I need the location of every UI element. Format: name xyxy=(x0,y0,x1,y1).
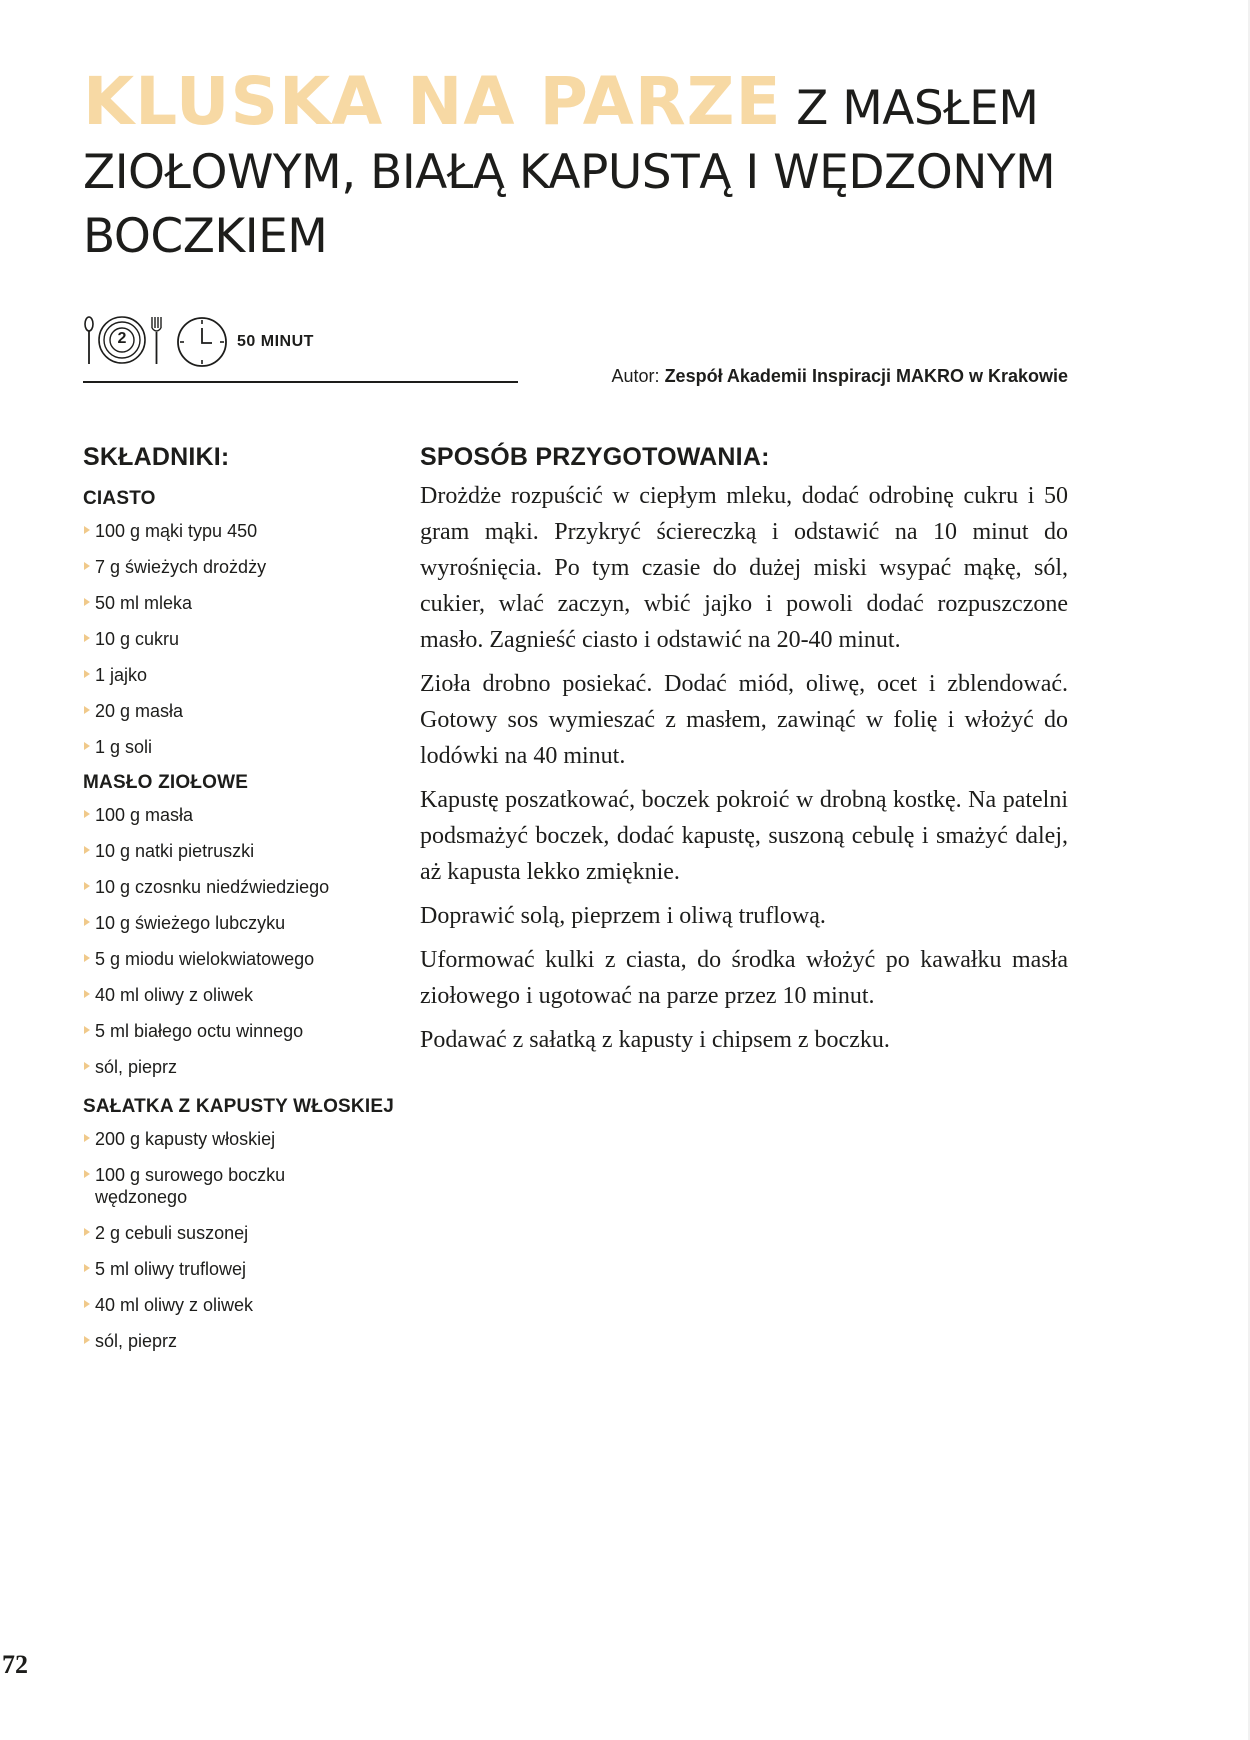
ingredient-item: 100 g mąki typu 450 xyxy=(83,520,413,542)
ingredient-item: 5 g miodu wielokwiatowego xyxy=(83,948,413,970)
method-paragraph: Podawać z sałatką z kapusty i chipsem z boczku. xyxy=(420,1027,890,1053)
method-paragraph: Zioła drobno posiekać. Dodać miód, oliwę, ocet i zblendować. Gotowy sos wymieszać z masłem, zawinąć w folię i włożyć do lodówki na 40 minut. xyxy=(420,671,1068,769)
ingredient-item: sól, pieprz xyxy=(83,1330,413,1352)
ingredient-item: 100 g masła xyxy=(83,804,413,826)
ingredient-item: 10 g czosnku niedźwiedziego xyxy=(83,876,413,898)
ingredient-item: 10 g natki pietruszki xyxy=(83,840,413,862)
ingredient-item: 5 ml białego octu winnego xyxy=(83,1020,413,1042)
ingredients-section xyxy=(83,443,413,1366)
method-paragraph: Drożdże rozpuścić w ciepłym mleku, dodać odrobinę cukru i 50 gram mąki. Przykryć ściereczką i odstawić na 10 minut do wyrośnięcia. Po tym czasie do dużej miski wsypać mąkę, sól, cukier, wlać zaczyn, wbić jajko i powoli dodać rozpuszczone masło. Zagnieść ciasto i odstawić na 20-40 minut. xyxy=(420,483,1068,653)
title-line-3: BOCZKIEM xyxy=(83,209,328,264)
group-heading: SAŁATKA Z KAPUSTY WŁOSKIEJ xyxy=(83,1096,394,1117)
ingredient-list xyxy=(83,520,413,758)
title-line-1: Z MASŁEM xyxy=(796,81,1039,136)
method-heading: SPOSÓB PRZYGOTOWANIA: xyxy=(420,443,770,471)
author-line xyxy=(612,366,1068,387)
ingredient-list xyxy=(83,1128,413,1352)
plate-cutlery-icon xyxy=(83,314,163,370)
ingredient-item: 200 g kapusty włoskiej xyxy=(83,1128,413,1150)
header-divider xyxy=(83,381,518,383)
author-label: Autor: xyxy=(611,366,660,386)
ingredient-item: sól, pieprz xyxy=(83,1056,413,1078)
title-accent: KLUSKA NA PARZE xyxy=(83,63,782,140)
ingredient-item: 40 ml oliwy z oliwek xyxy=(83,1294,413,1316)
method-paragraph: Doprawić solą, pieprzem i oliwą truflową. xyxy=(420,903,826,929)
ingredient-item: 1 g soli xyxy=(83,736,413,758)
ingredient-item: 5 ml oliwy truflowej xyxy=(83,1258,413,1280)
ingredient-list xyxy=(83,804,413,1078)
ingredient-item: 100 g surowego boczku wędzonego xyxy=(83,1164,325,1208)
ingredient-item: 20 g masła xyxy=(83,700,413,722)
group-heading: MASŁO ZIOŁOWE xyxy=(83,772,249,793)
ingredient-item: 1 jajko xyxy=(83,664,413,686)
ingredient-item: 2 g cebuli suszonej xyxy=(83,1222,413,1244)
author-name: Zespół Akademii Inspiracji MAKRO w Krakowie xyxy=(664,366,1068,386)
ingredient-item: 10 g cukru xyxy=(83,628,413,650)
clock-icon xyxy=(175,315,229,369)
page-number: 72 xyxy=(2,1650,28,1679)
ingredients-heading: SKŁADNIKI: xyxy=(83,443,230,471)
recipe-meta xyxy=(83,312,314,372)
ingredient-item: 7 g świeżych drożdży xyxy=(83,556,413,578)
recipe-title xyxy=(83,63,1083,269)
title-line-2: ZIOŁOWYM, BIAŁĄ KAPUSTĄ I WĘDZONYM xyxy=(83,145,1056,200)
servings-count: 2 xyxy=(117,330,127,347)
ingredient-item: 40 ml oliwy z oliwek xyxy=(83,984,413,1006)
prep-time: 50 MINUT xyxy=(237,333,314,350)
method-section xyxy=(420,443,1068,1066)
group-heading: CIASTO xyxy=(83,488,156,509)
method-paragraph: Kapustę poszatkować, boczek pokroić w drobną kostkę. Na patelni podsmażyć boczek, dodać kapustę, suszoną cebulę i smażyć dalej, aż kapusta lekko zmięknie. xyxy=(420,787,1068,885)
ingredient-item: 50 ml mleka xyxy=(83,592,413,614)
method-paragraph: Uformować kulki z ciasta, do środka włożyć po kawałku masła ziołowego i ugotować na parze przez 10 minut. xyxy=(420,947,1068,1009)
ingredient-item: 10 g świeżego lubczyku xyxy=(83,912,413,934)
